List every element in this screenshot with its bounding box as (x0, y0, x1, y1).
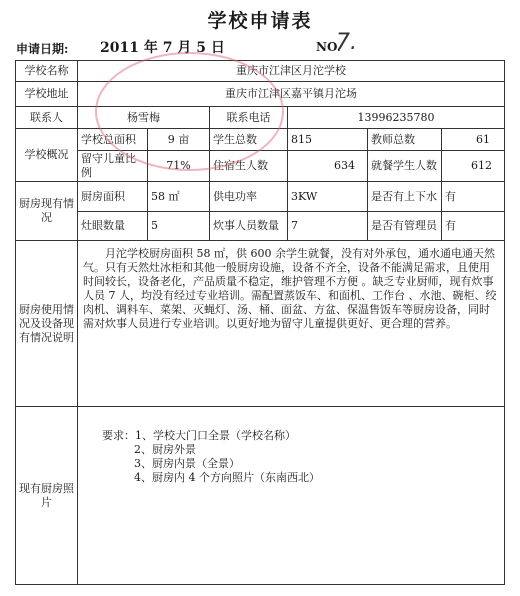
row-school-address (16, 82, 505, 107)
number-value: 7. (336, 30, 357, 55)
contact-value: 杨雪梅 (78, 107, 210, 129)
number-label: NO. (316, 40, 341, 54)
boarders-label: 住宿生人数 (210, 151, 288, 182)
row-overview-1 (16, 129, 505, 151)
water-value: 有 (442, 182, 505, 212)
date-value: 2011 年 7 月 5 日 (100, 40, 225, 56)
row-kitchen-2 (16, 212, 505, 241)
row-photos (16, 407, 505, 585)
power-value: 3KW (288, 182, 368, 212)
application-form-table (15, 60, 505, 585)
manager-value: 有 (442, 212, 505, 241)
diners-label: 就餐学生人数 (368, 151, 442, 182)
students-label: 学生总数 (210, 129, 288, 151)
water-label: 是否有上下水 (368, 182, 442, 212)
boarders-value: 634 (288, 151, 368, 182)
stoves-label: 灶眼数量 (78, 212, 148, 241)
school-name-value: 重庆市江津区月沱学校 (78, 61, 505, 82)
teachers-label: 教师总数 (368, 129, 442, 151)
stoves-value: 5 (148, 212, 210, 241)
kitchen-status-label: 厨房现有情况 (16, 182, 78, 241)
phone-label: 联系电话 (210, 107, 288, 129)
date-label: 申请日期: (16, 42, 69, 56)
school-address-value: 重庆市江津区嘉平镇月沱场 (78, 82, 505, 107)
row-kitchen-1 (16, 182, 505, 212)
row-overview-2 (16, 151, 505, 182)
requirement-3: 3、厨房内景（全景） (134, 457, 240, 470)
left-behind-value: 71% (148, 151, 210, 182)
diners-value: 612 (442, 151, 505, 182)
photos-label: 现有厨房照片 (16, 407, 78, 585)
power-label: 供电功率 (210, 182, 288, 212)
phone-value: 13996235780 (288, 107, 505, 129)
row-usage (16, 241, 505, 407)
usage-label: 厨房使用情况及设备现有情况说明 (16, 241, 78, 407)
photo-requirements (78, 407, 505, 585)
requirement-4: 4、厨房内 4 个方向照片（东南西北） (134, 471, 320, 484)
kitchen-area-value: 58 ㎡ (148, 182, 210, 212)
area-value: 9 亩 (148, 129, 210, 151)
school-name-label: 学校名称 (16, 61, 78, 82)
form-title: 学校申请表 (207, 10, 313, 32)
row-contact (16, 107, 505, 129)
area-label: 学校总面积 (78, 129, 148, 151)
usage-description: 月沱学校厨房面积 58 ㎡，供 600 余学生就餐，没有对外承包，通水通电通天然气。只有天然灶冰柜和其他一般厨房设施，设备不齐全，设备不能满足需求，且使用时间较长，设备老化，产品质量不稳定，维护管理不方便 。缺乏专业厨师，现有炊事人员 7 人，均没有经过专业培训。需配置蒸饭车、和面机、工作台 、水池、碗柜、绞肉机、调料车、菜架、灭蝇灯、汤、桶、面盆、方盆、保温售饭车等厨房设备，同时需对炊事人员进行专业培训。以更好地为留守儿童提供更好、更合理的营养。 (78, 241, 505, 407)
cooks-value: 7 (288, 212, 368, 241)
teachers-value: 61 (442, 129, 505, 151)
requirement-1: 要求：1、学校大门口全景（学校名称） (102, 429, 296, 442)
left-behind-label: 留守儿童比例 (78, 151, 148, 182)
requirement-2: 2、厨房外景 (134, 443, 196, 456)
students-value: 815 (288, 129, 368, 151)
manager-label: 是否有管理员 (368, 212, 442, 241)
contact-label: 联系人 (16, 107, 78, 129)
school-address-label: 学校地址 (16, 82, 78, 107)
kitchen-area-label: 厨房面积 (78, 182, 148, 212)
row-school-name (16, 61, 505, 82)
cooks-label: 炊事人员数量 (210, 212, 288, 241)
overview-label: 学校概况 (16, 129, 78, 182)
